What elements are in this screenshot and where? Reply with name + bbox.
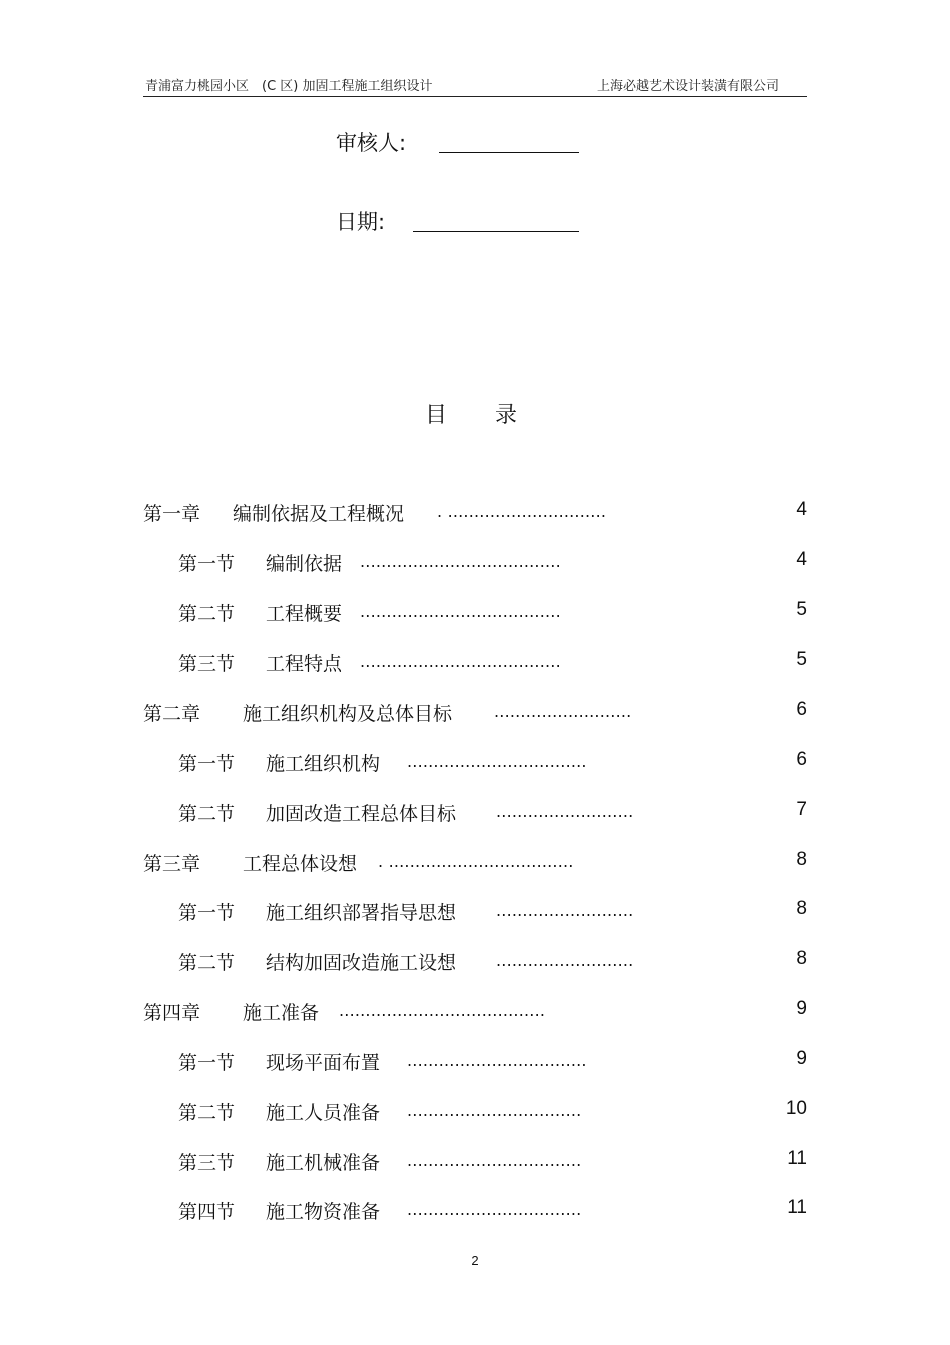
toc-entry-number: 第一节 <box>178 902 236 924</box>
toc-dot-leader: ................................. <box>407 1151 582 1170</box>
toc-dot-leader: ...................................... <box>360 652 561 671</box>
toc-page-number: 5 <box>796 599 807 620</box>
toc-page-number: 6 <box>796 749 807 770</box>
header-document-title: 青浦富力桃园小区 (C 区) 加固工程施工组织设计 <box>145 79 433 94</box>
toc-entry-title: 施工组织机构 <box>266 753 381 775</box>
toc-entry-number: 第一节 <box>178 753 236 775</box>
toc-entry-title: 工程概要 <box>266 603 343 625</box>
toc-entry-title: 施工物资准备 <box>266 1201 381 1223</box>
toc-entry-title: 施工机械准备 <box>266 1152 381 1174</box>
toc-dot-leader: ................................. <box>407 1101 582 1120</box>
toc-page-number: 6 <box>796 699 807 720</box>
toc-section-entry[interactable] <box>0 898 950 928</box>
toc-page-number: 8 <box>796 898 807 919</box>
toc-page-number: 8 <box>796 948 807 969</box>
toc-section-entry[interactable] <box>0 1197 950 1227</box>
toc-page-number: 4 <box>796 549 807 570</box>
toc-section-entry[interactable] <box>0 799 950 829</box>
toc-dot-leader: .......................... <box>494 702 632 721</box>
toc-chapter-entry[interactable] <box>0 499 950 529</box>
toc-dot-leader: .................................. <box>407 1051 587 1070</box>
date-signature-line <box>413 231 579 232</box>
toc-heading-char-1: 目 <box>425 403 448 428</box>
toc-page-number: 11 <box>787 1197 807 1218</box>
toc-section-entry[interactable] <box>0 1048 950 1078</box>
toc-dot-leader: ...................................... <box>360 552 561 571</box>
toc-entry-number: 第二节 <box>178 952 236 974</box>
toc-entry-title: 施工组织部署指导思想 <box>266 902 457 924</box>
toc-entry-title: 施工准备 <box>243 1002 320 1024</box>
toc-entry-number: 第一节 <box>178 1052 236 1074</box>
page-number: 2 <box>471 1253 479 1268</box>
toc-entry-title: 施工人员准备 <box>266 1102 381 1124</box>
toc-dot-leader: ....................................... <box>339 1001 546 1020</box>
toc-entry-number: 第四章 <box>143 1002 201 1024</box>
toc-entry-number: 第二节 <box>178 1102 236 1124</box>
page-header <box>143 72 807 97</box>
toc-entry-title: 编制依据及工程概况 <box>233 503 405 525</box>
toc-section-entry[interactable] <box>0 1148 950 1178</box>
reviewer-signature-line <box>439 152 579 153</box>
toc-page-number: 7 <box>796 799 807 820</box>
toc-dot-leader: ...................................... <box>360 602 561 621</box>
toc-page-number: 4 <box>796 499 807 520</box>
toc-section-entry[interactable] <box>0 948 950 978</box>
toc-entry-number: 第一节 <box>178 553 236 575</box>
toc-section-entry[interactable] <box>0 749 950 779</box>
toc-entry-title: 工程特点 <box>266 653 343 675</box>
toc-page-number: 11 <box>787 1148 807 1169</box>
toc-dot-leader: .................................. <box>407 752 587 771</box>
toc-entry-title: 加固改造工程总体目标 <box>266 803 457 825</box>
toc-entry-number: 第二节 <box>178 803 236 825</box>
toc-page-number: 8 <box>796 849 807 870</box>
toc-heading <box>425 398 517 429</box>
toc-page-number: 9 <box>796 998 807 1019</box>
toc-entry-number: 第三章 <box>143 853 201 875</box>
toc-entry-title: 编制依据 <box>266 553 343 575</box>
toc-dot-leader: ................................. <box>407 1200 582 1219</box>
toc-dot-leader: .......................... <box>496 951 634 970</box>
toc-entry-number: 第三节 <box>178 1152 236 1174</box>
toc-entry-number: 第一章 <box>143 503 201 525</box>
toc-page-number: 5 <box>796 649 807 670</box>
toc-chapter-entry[interactable] <box>0 998 950 1028</box>
toc-page-number: 10 <box>785 1098 807 1119</box>
date-label: 日期: <box>336 210 386 234</box>
toc-entry-title: 结构加固改造施工设想 <box>266 952 457 974</box>
toc-dot-leader: . .............................. <box>437 502 607 521</box>
toc-section-entry[interactable] <box>0 1098 950 1128</box>
toc-chapter-entry[interactable] <box>0 849 950 879</box>
toc-entry-title: 工程总体设想 <box>243 853 358 875</box>
toc-entry-number: 第二章 <box>143 703 201 725</box>
header-company-name: 上海必越艺术设计装潢有限公司 <box>596 79 779 94</box>
toc-page-number: 9 <box>796 1048 807 1069</box>
toc-dot-leader: . ................................... <box>378 852 574 871</box>
toc-entry-number: 第二节 <box>178 603 236 625</box>
toc-heading-char-2: 录 <box>495 403 518 428</box>
toc-entry-number: 第三节 <box>178 653 236 675</box>
toc-section-entry[interactable] <box>0 649 950 679</box>
toc-dot-leader: .......................... <box>496 802 634 821</box>
toc-entry-title: 施工组织机构及总体目标 <box>243 703 453 725</box>
toc-entry-number: 第四节 <box>178 1201 236 1223</box>
toc-entry-title: 现场平面布置 <box>266 1052 381 1074</box>
reviewer-label: 审核人: <box>336 131 407 155</box>
toc-section-entry[interactable] <box>0 599 950 629</box>
toc-chapter-entry[interactable] <box>0 699 950 729</box>
toc-section-entry[interactable] <box>0 549 950 579</box>
toc-dot-leader: .......................... <box>496 901 634 920</box>
